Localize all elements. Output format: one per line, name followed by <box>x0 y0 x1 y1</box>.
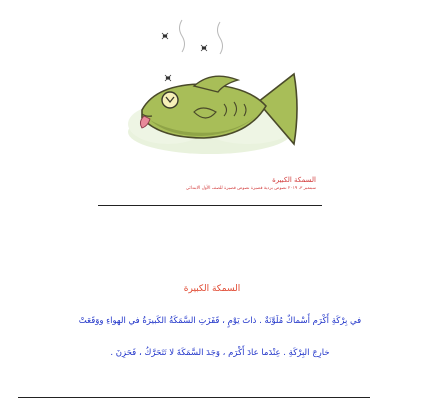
story-paragraph-line: في بِرْكَةِ أَكْرَم أَسْماكٌ مُلَوَّنَةٌ . ذاتَ يَوْمٍ ، قَفَزَتِ السَّمَكَةُ الكَبيرَةُ في الهواءِ ووَقَعَتْ <box>78 316 362 326</box>
stink-line <box>218 22 223 54</box>
card-title: السمكة الكبيرة <box>272 176 316 184</box>
story-paragraph-line: خارِجَ البِرْكَةِ . عِنْدَما عادَ أَكْرَم ، وَجَدَ السَّمَكَةَ لا تَتَحَرَّكُ ، فَحَزِنَ . <box>110 348 330 358</box>
story-title: السمكة الكبيرة <box>183 284 241 294</box>
card-divider <box>98 205 322 206</box>
fly-icon <box>201 45 207 51</box>
page-divider <box>18 397 370 398</box>
fish-eye <box>162 92 178 108</box>
card-caption: سبتمبر ٣، ٢٠١٩ نصوص بردية قصيرة نصوص قصيرة للصف الأول الابتدائي <box>185 186 316 191</box>
fly-icon <box>162 33 168 39</box>
stink-line <box>180 20 185 52</box>
fly-icon <box>165 75 171 81</box>
